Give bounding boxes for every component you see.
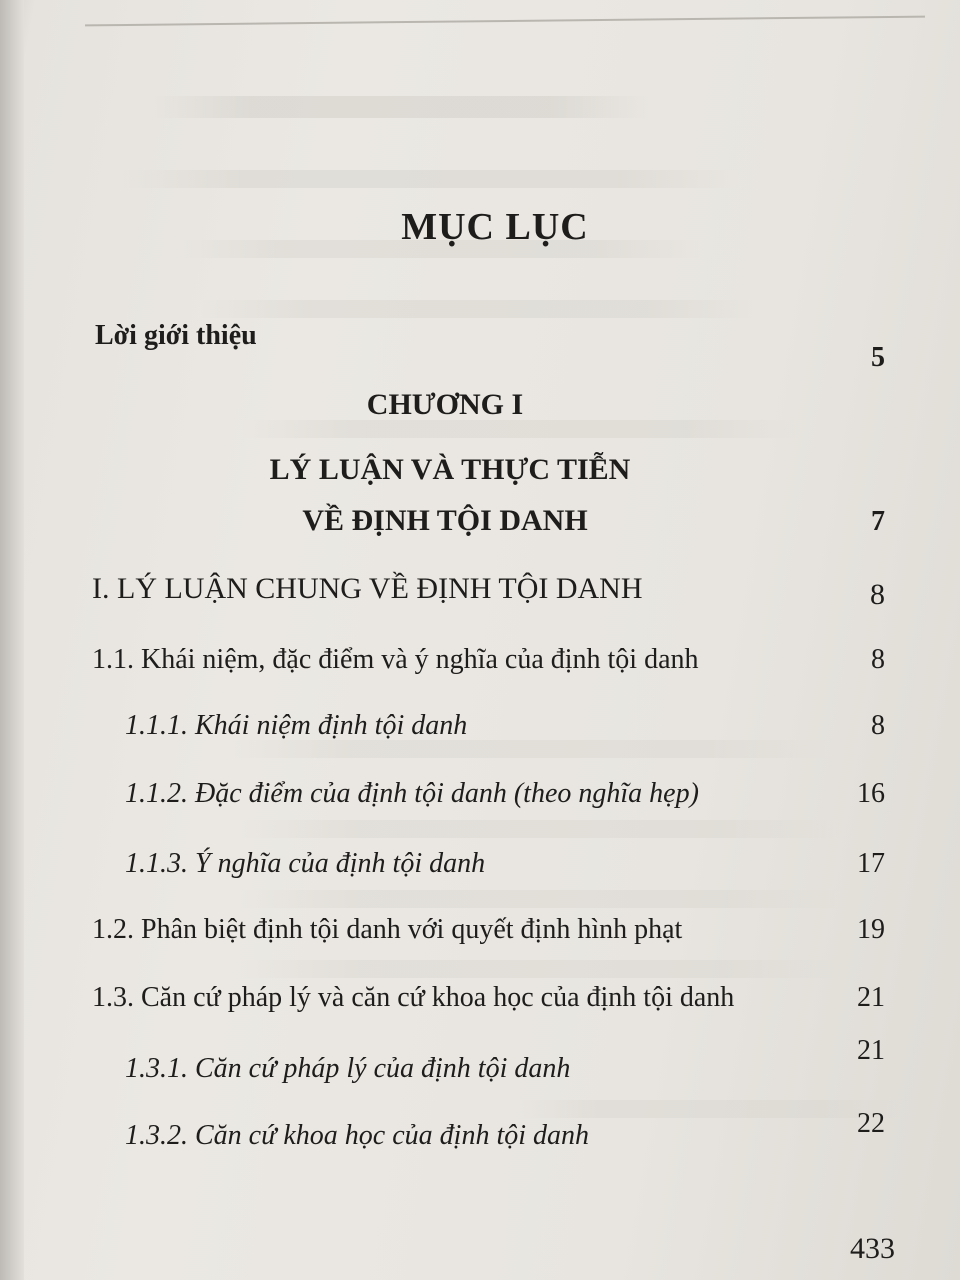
toc-entry-label: 1.1.2. Đặc điểm của định tội danh (theo nghĩa hẹp) <box>125 778 699 809</box>
toc-entry-1-2[interactable] <box>0 906 905 946</box>
toc-entry-label: Lời giới thiệu <box>95 320 257 351</box>
toc-entry-label: 1.3. Căn cứ pháp lý và căn cứ khoa học của định tội danh <box>92 982 735 1013</box>
toc-entry-page: 8 <box>871 644 885 675</box>
toc-title: MỤC LỤC <box>401 206 589 248</box>
toc-entry-page: 21 <box>857 1035 885 1066</box>
toc-entry-page: 19 <box>857 914 885 945</box>
toc-entry-chapter-1[interactable] <box>0 498 905 538</box>
toc-entry-1-3-1[interactable] <box>0 1035 905 1085</box>
toc-entry-section-1[interactable] <box>0 566 905 611</box>
toc-entry-label: I. LÝ LUẬN CHUNG VỀ ĐỊNH TỘI DANH <box>92 572 643 605</box>
toc-entry-page: 22 <box>857 1108 885 1139</box>
header-rule <box>85 16 925 27</box>
chapter-number: CHƯƠNG I <box>366 388 524 421</box>
toc-entry-1-1[interactable] <box>0 636 905 676</box>
toc-entry-label: 1.2. Phân biệt định tội danh với quyết định hình phạt <box>92 914 683 945</box>
page-number: 433 <box>850 1232 895 1265</box>
toc-entry-page: 17 <box>857 848 885 879</box>
toc-entry-1-1-2[interactable] <box>0 770 905 810</box>
toc-entry-label: 1.1. Khái niệm, đặc điểm và ý nghĩa của định tội danh <box>92 644 699 675</box>
toc-entry-1-3[interactable] <box>0 974 905 1014</box>
toc-entry-page: 7 <box>871 506 885 537</box>
toc-entry-1-3-2[interactable] <box>0 1108 905 1152</box>
toc-entry-1-1-3[interactable] <box>0 840 905 880</box>
chapter-title-line2: VỀ ĐỊNH TỘI DANH <box>302 504 588 537</box>
toc-entry-label: 1.3.1. Căn cứ pháp lý của định tội danh <box>125 1053 571 1084</box>
toc-entry-page: 8 <box>871 710 885 741</box>
chapter-title-line1: LÝ LUẬN VÀ THỰC TIỄN <box>269 453 631 486</box>
toc-entry-page: 16 <box>857 778 885 809</box>
toc-entry-label: 1.1.1. Khái niệm định tội danh <box>125 710 468 741</box>
toc-entry-page: 5 <box>871 342 885 373</box>
toc-entry-page: 8 <box>870 578 885 611</box>
toc-entry-label: 1.3.2. Căn cứ khoa học của định tội danh <box>125 1120 589 1151</box>
toc-entry-label: 1.1.3. Ý nghĩa của định tội danh <box>125 848 486 879</box>
toc-entry-1-1-1[interactable] <box>0 702 905 742</box>
toc-entry-page: 21 <box>857 982 885 1013</box>
toc-entry-intro[interactable] <box>0 312 905 373</box>
